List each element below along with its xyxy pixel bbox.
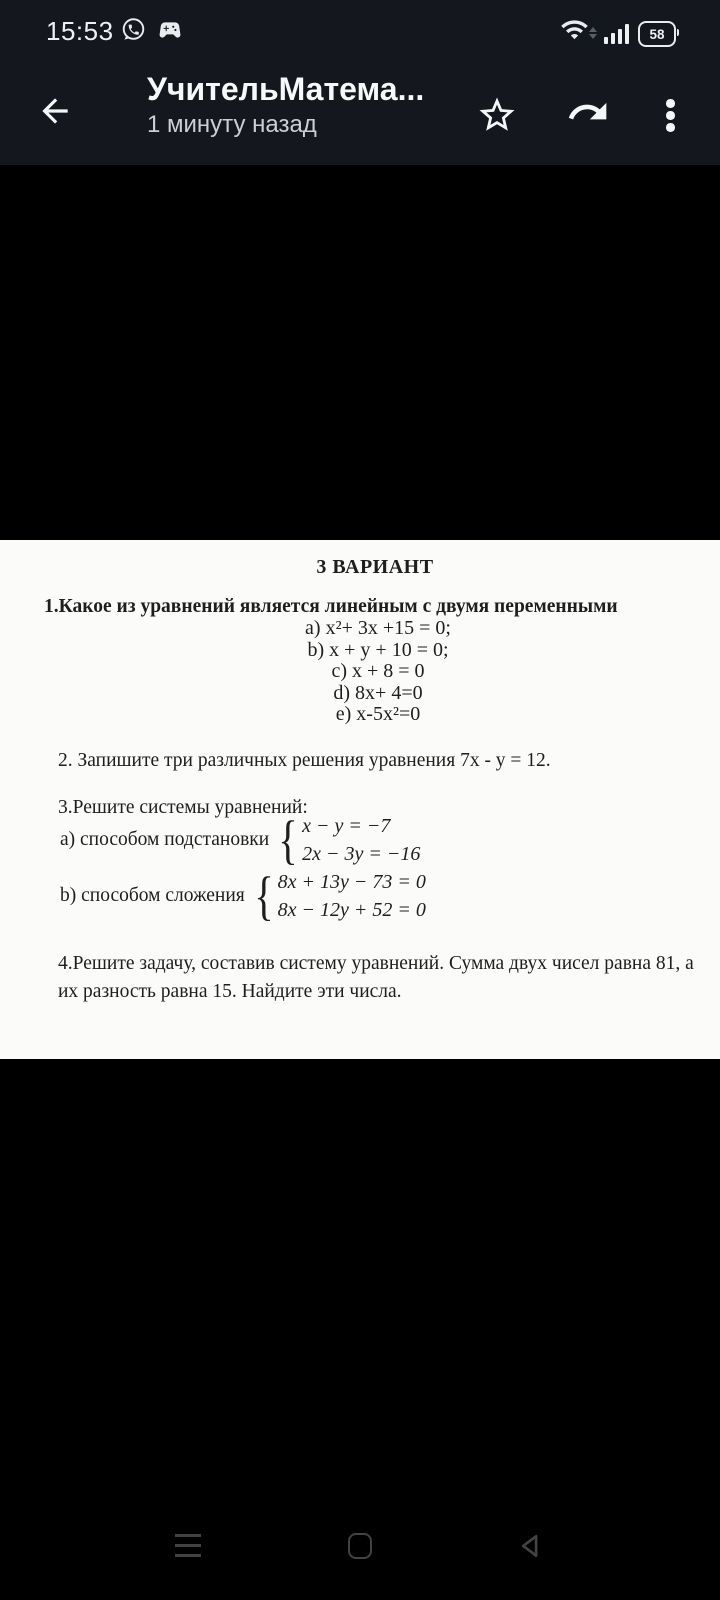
back-triangle-icon	[517, 1532, 544, 1559]
system-b-equations	[278, 868, 426, 924]
overflow-menu-button[interactable]	[666, 99, 675, 132]
q1-option-d: d) 8x+ 4=0	[333, 681, 423, 704]
system-a-label: a) способом подстановки	[60, 829, 270, 850]
document-image[interactable]	[0, 540, 720, 1059]
brace-glyph: {	[253, 866, 274, 926]
question-1: 1.Какое из уравнений является линейным с двумя переменными	[44, 596, 618, 617]
battery-indicator	[638, 21, 676, 47]
question-2: 2. Запишите три различных решения уравнения 7x - y = 12.	[58, 750, 551, 771]
share-icon	[566, 90, 610, 134]
back-button[interactable]	[36, 92, 74, 133]
doc-title: 3 ВАРИАНТ	[316, 556, 434, 578]
arrow-left-icon	[36, 92, 74, 130]
share-button[interactable]	[566, 90, 610, 137]
system-a	[60, 812, 420, 868]
q1-option-b: b) x + y + 10 = 0;	[307, 638, 449, 661]
question-4: 4.Решите задачу, составив систему уравнений. Сумма двух чисел равна 81, а их разность равна 15. Найдите эти числа.	[58, 953, 694, 1002]
system-a-equations	[302, 812, 420, 868]
whatsapp-icon	[120, 16, 147, 43]
equation-line: 2x − 3y = −16	[302, 843, 421, 865]
q1-option-c: c) x + 8 = 0	[331, 660, 425, 683]
system-b	[60, 868, 426, 924]
network-activity-arrows	[589, 27, 597, 39]
equation-line: x − y = −7	[302, 815, 391, 837]
home-button[interactable]	[348, 1533, 372, 1559]
wifi-icon	[560, 15, 589, 44]
clock-text: 15:53	[46, 16, 114, 46]
equation-line: 8x + 13y − 73 = 0	[277, 871, 426, 893]
gamepad-icon	[156, 17, 184, 43]
back-nav-button[interactable]	[517, 1532, 544, 1562]
system-b-label: b) способом сложения	[60, 885, 245, 906]
top-bar	[0, 0, 720, 165]
question-1-options	[36, 618, 720, 726]
menu-lines-icon	[175, 1534, 201, 1557]
star-icon	[476, 94, 518, 136]
android-nav-bar	[0, 1510, 720, 1600]
brace-glyph: {	[278, 810, 298, 870]
q1-option-e: e) x-5x²=0	[335, 703, 421, 726]
recents-button[interactable]	[175, 1534, 201, 1564]
chat-subtitle: 1 минуту назад	[147, 111, 317, 138]
chat-title-block	[147, 72, 424, 139]
equation-line: 8x − 12y + 52 = 0	[277, 899, 426, 921]
kebab-menu-icon	[666, 99, 675, 132]
chat-title: УчительМатема...	[147, 72, 425, 106]
favorite-button[interactable]	[476, 94, 518, 139]
battery-percent: 58	[649, 26, 665, 42]
question-3-heading: 3.Решите системы уравнений:	[58, 797, 308, 818]
signal-strength-icon	[604, 23, 629, 44]
q1-option-a: a) x²+ 3x +15 = 0;	[305, 617, 451, 639]
